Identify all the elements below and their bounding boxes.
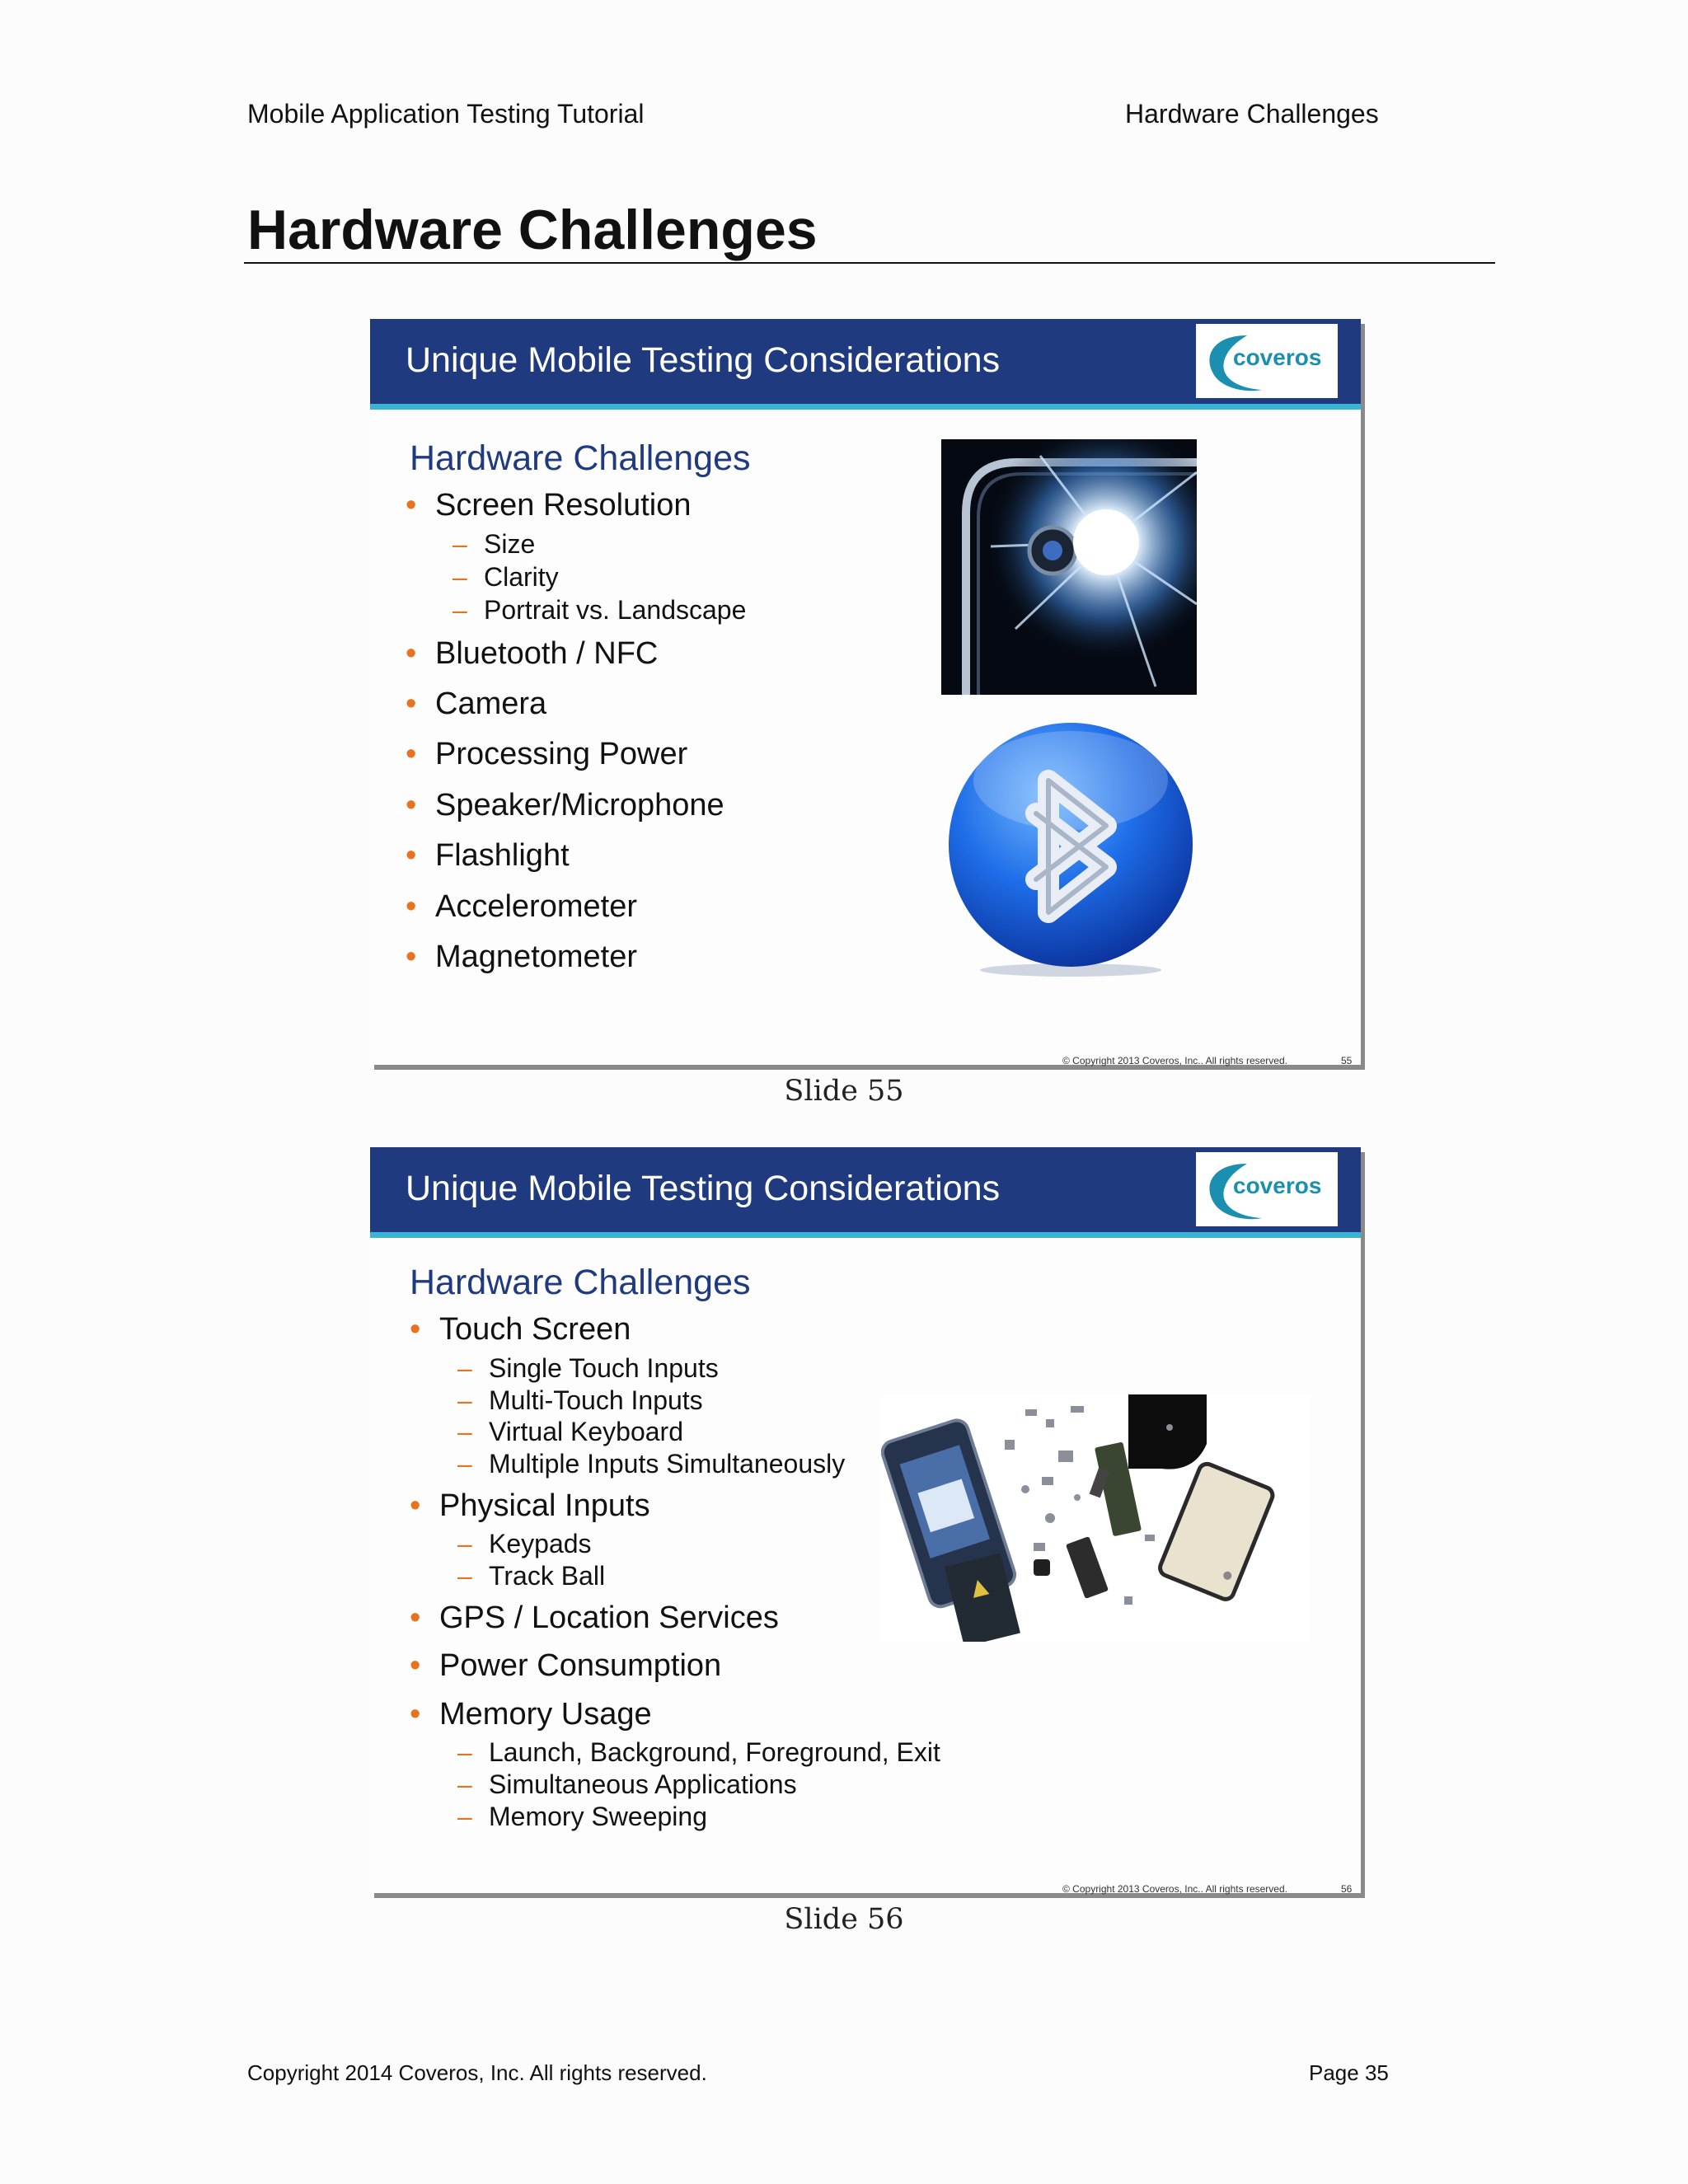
title-rule [244,262,1495,264]
coveros-logo [1196,324,1338,398]
sub-item: – Multi-Touch Inputs [457,1385,703,1415]
running-header-right: Hardware Challenges [1125,99,1379,129]
bullet-item: • Flashlight [406,838,570,873]
slide-copyright: © Copyright 2013 Coveros, Inc.. All rights reserved. [1062,1055,1287,1066]
bullet-item: • Processing Power [406,737,688,771]
bullet-item: • Accelerometer [406,889,637,924]
sub-item: – Single Touch Inputs [457,1353,719,1383]
slide-55 [370,319,1361,1065]
sub-item: – Simultaneous Applications [457,1769,797,1799]
bullet-item: • Touch Screen [410,1312,631,1347]
sub-item: – Portrait vs. Landscape [452,595,747,625]
slide-number: 56 [1341,1883,1353,1895]
slide-title: Unique Mobile Testing Considerations [406,1169,1001,1208]
sub-item: – Multiple Inputs Simultaneously [457,1449,846,1479]
sub-item: – Keypads [457,1529,592,1558]
slide-subheading: Hardware Challenges [410,438,751,478]
slide-subheading: Hardware Challenges [410,1263,751,1302]
slide-copyright: © Copyright 2013 Coveros, Inc.. All rights reserved. [1062,1883,1287,1895]
bullet-item: • Screen Resolution [406,488,692,523]
page-number: Page 35 [1309,2060,1389,2085]
sub-item: – Clarity [452,562,559,592]
bullet-item: • Power Consumption [410,1648,722,1683]
running-header-left: Mobile Application Testing Tutorial [247,99,645,129]
sub-item: – Memory Sweeping [457,1802,707,1831]
slide-number: 55 [1341,1055,1353,1066]
slide-title: Unique Mobile Testing Considerations [406,340,1001,380]
bullet-item: • Camera [406,687,547,721]
phone-teardown-image [881,1394,1310,1642]
page-title: Hardware Challenges [247,199,818,261]
bullet-item: • Magnetometer [406,940,638,974]
svg-text:coveros: coveros [1233,1173,1322,1198]
slide-56 [370,1147,1361,1893]
bullet-item: • Memory Usage [410,1697,652,1732]
slide-caption: Slide 56 [784,1903,904,1936]
svg-text:coveros: coveros [1233,344,1322,370]
slide-caption: Slide 55 [784,1075,904,1108]
bullet-item: • Speaker/Microphone [406,788,724,823]
coveros-logo [1196,1152,1338,1226]
footer-copyright: Copyright 2014 Coveros, Inc. All rights reserved. [247,2060,707,2085]
bluetooth-icon [945,723,1201,978]
sub-item: – Size [452,529,536,559]
sub-item: – Track Ball [457,1561,606,1591]
slide-header [370,319,1361,410]
bullet-item: • GPS / Location Services [410,1601,779,1635]
bullet-item: • Bluetooth / NFC [406,636,659,671]
bullet-item: • Physical Inputs [410,1488,650,1523]
slide-header [370,1147,1361,1238]
sub-item: – Virtual Keyboard [457,1417,683,1446]
sub-item: – Launch, Background, Foreground, Exit [457,1737,940,1767]
camera-flash-icon [941,439,1197,695]
